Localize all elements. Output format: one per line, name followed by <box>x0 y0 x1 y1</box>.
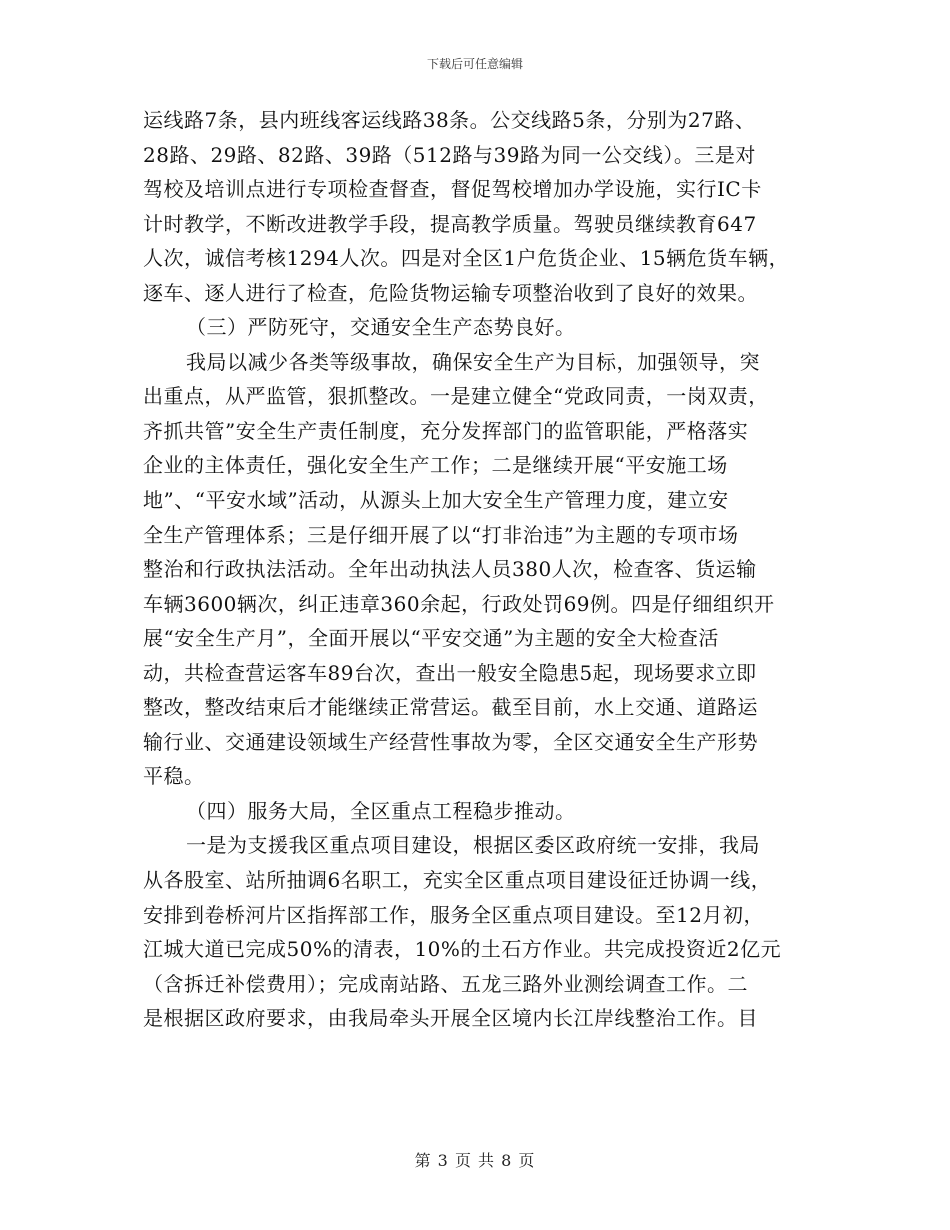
page-header: 下载后可任意编辑 <box>426 57 523 71</box>
text-line: 展“安全生产月”，全面开展以“平安交通”为主题的安全大检查活 <box>143 626 719 651</box>
text-line: 车辆3600辆次，纠正违章360余起，行政处罚69例。四是仔细组织开 <box>143 591 775 616</box>
document-body <box>143 103 815 1036</box>
text-line: 企业的主体责任，强化安全生产工作；二是继续开展“平安施工场 <box>143 453 728 478</box>
section-heading: （四）服务大局，全区重点工程稳步推动。 <box>186 798 576 823</box>
page-footer: 第 3 页 共 8 页 <box>414 1151 536 1170</box>
text-line: 动，共检查营运客车89台次，查出一般安全隐患5起，现场要求立即 <box>143 660 757 685</box>
section-heading: （三）严防死守，交通安全生产态势良好。 <box>186 315 576 340</box>
text-line: 驾校及培训点进行专项检查督查，督促驾校增加办学设施，实行IC卡 <box>143 177 762 202</box>
text-line: （含拆迁补偿费用）；完成南站路、五龙三路外业测绘调查工作。二 <box>143 971 748 996</box>
text-line: 全生产管理体系；三是仔细开展了以“打非治违”为主题的专项市场 <box>143 522 739 547</box>
text-line: 是根据区政府要求，由我局牵头开展全区境内长江岸线整治工作。目 <box>143 1006 758 1031</box>
text-line: 整治和行政执法活动。全年出动执法人员380人次，检查客、货运输 <box>143 557 757 582</box>
text-line: 地”、“平安水域”活动，从源头上加大安全生产管理力度，建立安 <box>143 488 729 513</box>
text-line: 计时教学，不断改进教学手段，提高教学质量。驾驶员继续教育647 <box>143 211 757 236</box>
text-line: 齐抓共管”安全生产责任制度，充分发挥部门的监管职能，严格落实 <box>143 418 749 443</box>
text-line: 安排到卷桥河片区指挥部工作，服务全区重点项目建设。至12月初， <box>143 902 764 927</box>
text-line: 人次，诚信考核1294人次。四是对全区1户危货企业、15辆危货车辆， <box>143 246 790 271</box>
text-line: 出重点，从严监管，狠抓整改。一是建立健全“党政同责，一岗双责， <box>143 384 769 409</box>
text-line: 输行业、交通建设领域生产经营性事故为零，全区交通安全生产形势 <box>143 729 758 754</box>
paragraph-start: 一是为支援我区重点项目建设，根据区委区政府统一安排，我局 <box>186 833 760 858</box>
text-line: 从各股室、站所抽调6名职工，充实全区重点项目建设征迁协调一线， <box>143 868 772 893</box>
text-line: 运线路7条，县内班线客运线路38条。公交线路5条，分别为27路、 <box>143 108 756 132</box>
text-line: 逐车、逐人进行了检查，危险货物运输专项整治收到了良好的效果。 <box>143 280 758 305</box>
text-line: 整改，整改结束后才能继续正常营运。截至目前，水上交通、道路运 <box>143 695 758 720</box>
paragraph-start: 我局以减少各类等级事故，确保安全生产为目标，加强领导，突 <box>186 349 760 374</box>
text-line: 平稳。 <box>143 764 205 789</box>
text-line: 28路、29路、82路、39路（512路与39路为同一公交线）。三是对 <box>143 142 756 167</box>
text-line: 江城大道已完成50%的清表，10%的土石方作业。共完成投资近2亿元 <box>143 937 782 962</box>
